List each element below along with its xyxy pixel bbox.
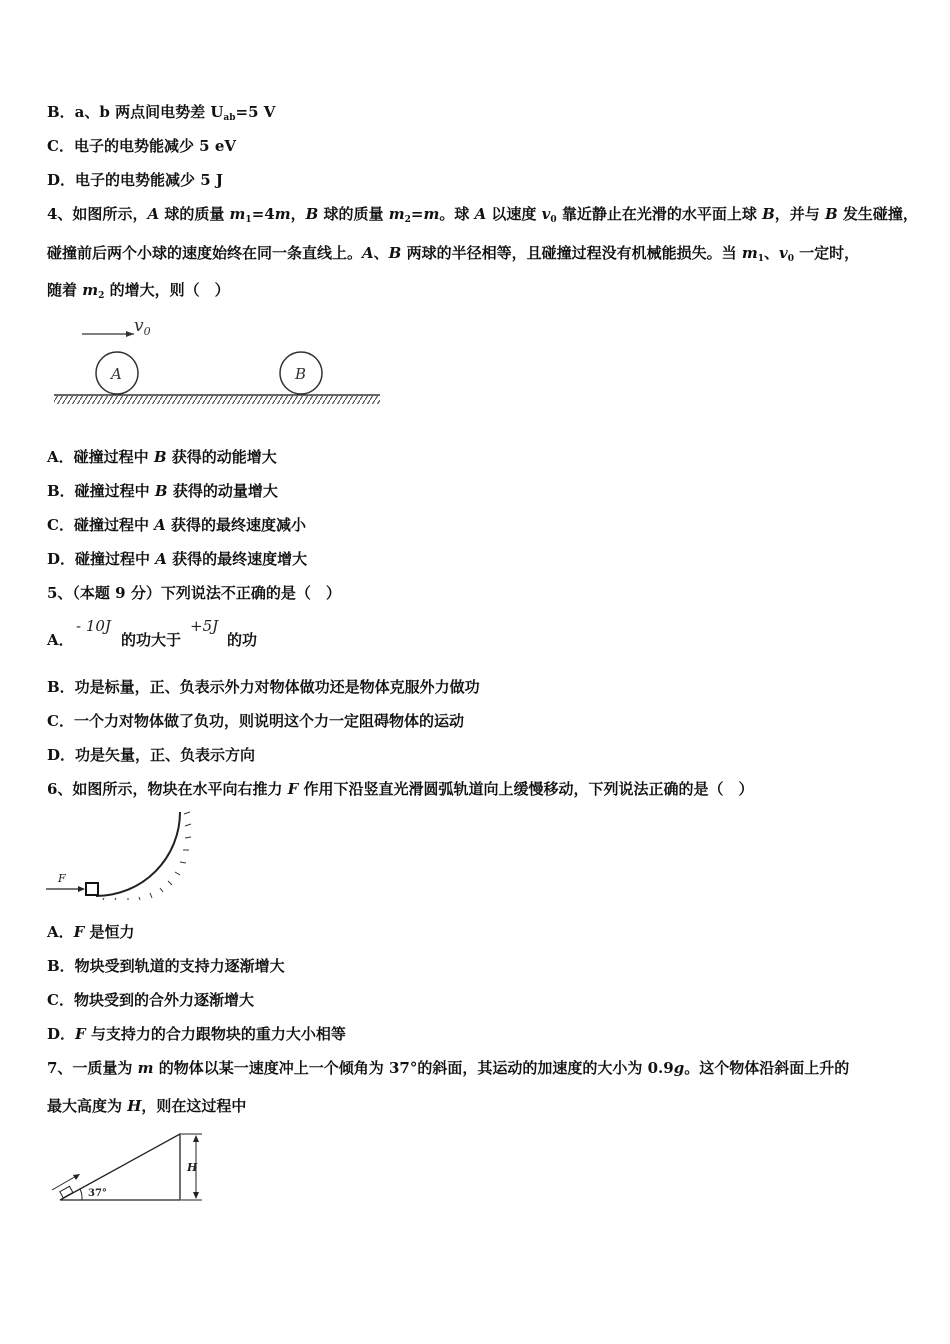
q5-option-b: B．功是标量，正、负表示外力对物体做功还是物体克服外力做功 — [47, 678, 480, 696]
q5-option-a-end: 的功 — [227, 631, 258, 649]
q5-stem: 5、（本题 9 分）下列说法不正确的是（ ） — [47, 584, 341, 602]
height-h-label: H — [187, 1161, 198, 1174]
incline-block — [60, 1186, 73, 1197]
q6-option-c: C．物块受到的合外力逐渐增大 — [47, 991, 254, 1009]
q4-stem-line1: 4、如图所示，A 球的质量 $m_1=4m$，B 球的质量 $m_2=m$。球 A 以速度 $v_0$ 靠近静止在光滑的水平面上球 B，并与 B 发生碰撞， — [47, 205, 918, 225]
q4-option-a: A．碰撞过程中 B 获得的动能增大 — [47, 448, 277, 466]
incline-triangle — [60, 1134, 180, 1200]
angle-label: 37° — [88, 1188, 107, 1199]
q6-option-d: D．F 与支持力的合力跟物块的重力大小相等 — [47, 1025, 346, 1043]
q4-option-c: C．碰撞过程中 A 获得的最终速度减小 — [47, 516, 307, 534]
q4-stem-line2: 碰撞前后两个小球的速度始终在同一条直线上。A、B 两球的半径相等，且碰撞过程没有机械能损失。当 $m_1$、$v_0$ 一定时， — [47, 244, 860, 264]
q6-arc-track-figure — [44, 808, 194, 900]
q6-option-b: B．物块受到轨道的支持力逐渐增大 — [47, 957, 285, 975]
v0-label: $v_0$ — [134, 316, 151, 338]
q7-incline-figure — [48, 1128, 208, 1204]
q5-option-c: C．一个力对物体做了负功，则说明这个力一定阻碍物体的运动 — [47, 712, 464, 730]
q5-option-a-label: A． — [47, 631, 74, 649]
q5-math-neg10j: - 10J — [76, 617, 111, 635]
q4-collision-figure — [50, 312, 385, 412]
q4-option-b: B．碰撞过程中 B 获得的动量增大 — [47, 482, 278, 500]
block — [86, 883, 98, 895]
q5-option-a-mid: 的功大于 — [121, 631, 182, 649]
q5-option-d: D．功是矢量，正、负表示方向 — [47, 746, 256, 764]
q7-stem-line2: 最大高度为 H，则在这过程中 — [47, 1097, 247, 1115]
force-f-label: F — [58, 872, 66, 885]
ball-a-label: A — [111, 365, 122, 383]
q3-option-d: D．电子的电势能减少 5 J — [47, 171, 223, 189]
q7-stem-line1: 7、一质量为 m 的物体以某一速度冲上一个倾角为 37°的斜面，其运动的加速度的大小为 0.9g。这个物体沿斜面上升的 — [47, 1059, 850, 1077]
ball-b-label: B — [295, 365, 307, 383]
arc-hatch — [103, 812, 191, 900]
q3-option-c: C．电子的电势能减少 5 eV — [47, 137, 237, 155]
q4-stem-line3: 随着 $m_2$ 的增大，则（ ） — [47, 281, 230, 301]
velocity-arrow-incline — [52, 1175, 78, 1190]
q4-option-d: D．碰撞过程中 A 获得的最终速度增大 — [47, 550, 308, 568]
q3-option-b: B．a、b 两点间电势差 $U_{ab}=5$ V — [47, 103, 276, 123]
q6-stem: 6、如图所示，物块在水平向右推力 F 作用下沿竖直光滑圆弧轨道向上缓慢移动，下列说法正确的是（ ） — [47, 780, 754, 798]
ground-hatch — [54, 396, 380, 404]
q6-option-a: A．F 是恒力 — [47, 923, 135, 941]
arc-track — [96, 812, 180, 896]
q5-math-pos5j: +5J — [190, 617, 219, 635]
